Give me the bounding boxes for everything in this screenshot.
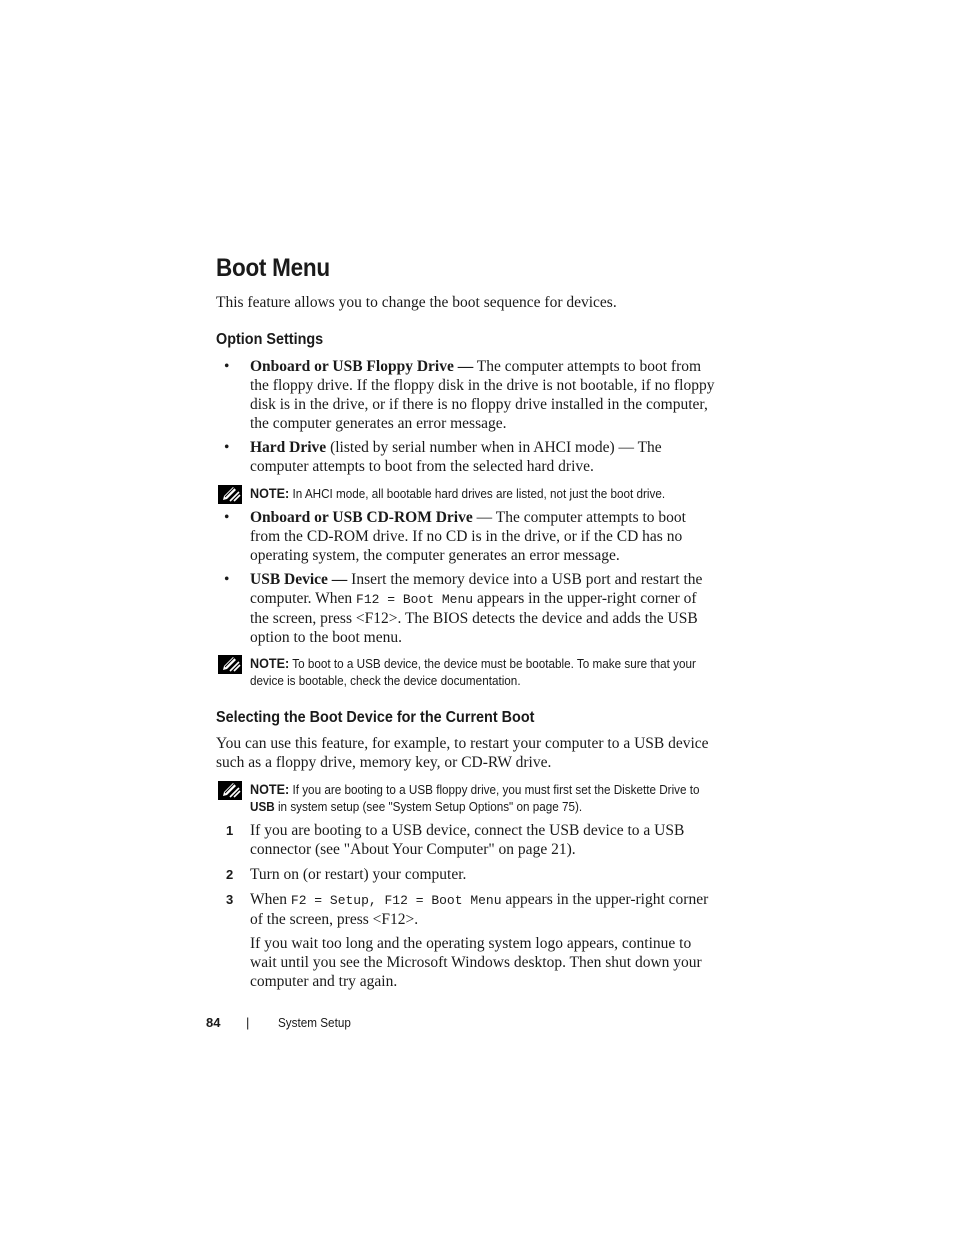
- item-term: Onboard or USB Floppy Drive —: [250, 358, 474, 375]
- numbered-step: [216, 890, 716, 929]
- item-description: appears in the upper-right corner of the screen, press <F12>. The BIOS detects the device and adds the USB option to the boot menu.: [250, 590, 698, 646]
- section-heading-current-boot: Selecting the Boot Device for the Current Boot: [216, 709, 535, 726]
- step-number: 1: [226, 823, 234, 838]
- list-item: [216, 357, 716, 433]
- pencil-note-icon: [218, 655, 242, 674]
- list-item: [216, 508, 716, 565]
- step-number: 2: [226, 867, 234, 882]
- step-text: Turn on (or restart) your computer.: [250, 866, 467, 883]
- note-text: In AHCI mode, all bootable hard drives are listed, not just the boot drive.: [289, 486, 666, 501]
- pencil-note-icon: [218, 781, 242, 800]
- item-description: Insert the memory device into a USB port and restart the computer. When: [250, 571, 703, 607]
- footer-separator: |: [246, 1015, 250, 1030]
- note-emphasis: USB: [250, 799, 275, 814]
- bullet-icon: •: [224, 509, 230, 526]
- bullet-icon: •: [224, 571, 230, 588]
- bullet-icon: •: [224, 358, 230, 375]
- note-label: NOTE:: [250, 781, 290, 797]
- step-text: appears in the upper-right corner of the screen, press <F12>.: [250, 891, 709, 928]
- numbered-step: [216, 821, 716, 859]
- item-description: The computer attempts to boot from the floppy drive. If the floppy disk in the drive is not bootable, if no floppy disk is in the drive, or if there is no floppy drive installed in the computer, the computer generates an error message.: [250, 358, 715, 432]
- step-text: When: [250, 891, 291, 908]
- bullet-icon: •: [224, 439, 230, 456]
- list-item: [216, 570, 716, 647]
- footer-section-title: System Setup: [278, 1015, 351, 1030]
- list-item: [216, 438, 716, 476]
- note-box: [216, 781, 716, 815]
- pencil-note-icon: [218, 485, 242, 504]
- item-term: USB Device —: [250, 571, 348, 588]
- section-intro-paragraph: You can use this feature, for example, to restart your computer to a USB device such as a floppy drive, memory key, or CD-RW drive.: [216, 735, 709, 771]
- item-description: — The computer attempts to boot from the CD-ROM drive. If no CD is in the drive, or if the CD has no operating system, the computer generates an error message.: [250, 509, 686, 564]
- code-text: F12 = Boot Menu: [356, 592, 474, 607]
- note-text: If you are booting to a USB floppy drive, you must first set the Diskette Drive to: [289, 782, 700, 797]
- note-box: [216, 655, 716, 689]
- note-label: NOTE:: [250, 655, 290, 671]
- item-description: (listed by serial number when in AHCI mode) — The computer attempts to boot from the selected hard drive.: [250, 439, 662, 475]
- page-number: 84: [206, 1015, 221, 1030]
- item-term: Onboard or USB CD-ROM Drive: [250, 509, 473, 526]
- section-heading-option-settings: Option Settings: [216, 331, 324, 348]
- item-term: Hard Drive: [250, 439, 327, 456]
- intro-paragraph: This feature allows you to change the boot sequence for devices.: [216, 294, 617, 311]
- note-label: NOTE:: [250, 485, 290, 501]
- page-title: Boot Menu: [216, 254, 330, 282]
- step-followup-paragraph: If you wait too long and the operating system logo appears, continue to wait until you see the Microsoft Windows desktop. Then shut down your computer and try again.: [250, 935, 702, 990]
- note-text: in system setup (see "System Setup Options" on page 75).: [274, 799, 583, 814]
- note-text: To boot to a USB device, the device must be bootable. To make sure that your device is bootable, check the device documentation.: [250, 656, 696, 688]
- step-number: 3: [226, 892, 234, 907]
- note-box: [216, 485, 716, 502]
- step-text: If you are booting to a USB device, connect the USB device to a USB connector (see "About Your Computer" on page 21).: [250, 822, 685, 858]
- numbered-step: [216, 865, 716, 884]
- code-text: F2 = Setup, F12 = Boot Menu: [290, 893, 502, 908]
